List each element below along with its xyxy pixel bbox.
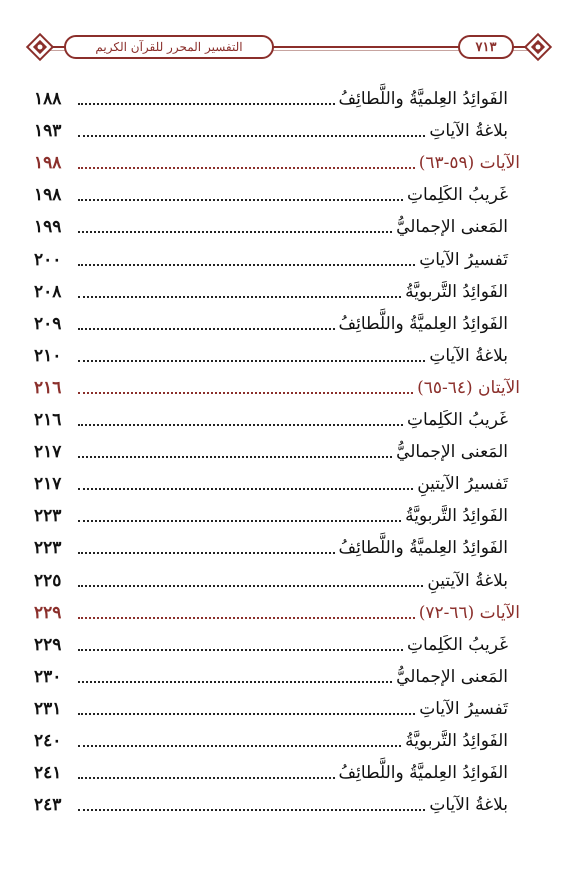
dot-leader [78, 199, 403, 201]
toc-entry-row [34, 471, 520, 497]
toc-entry-row [34, 86, 520, 112]
entry-label: الفَوائِدُ التَّربويَّةُ [405, 281, 508, 302]
entry-page-number: ٢١٦ [34, 410, 62, 430]
entry-label: تَفسيرُ الآياتِ [419, 249, 508, 270]
entry-page-number: ١٩٨ [34, 153, 62, 174]
dot-leader [78, 809, 425, 811]
ornament-right-icon [522, 31, 554, 63]
page-number-frame [458, 35, 514, 59]
toc-entry-row [34, 247, 520, 273]
entry-page-number: ٢٠٩ [34, 313, 62, 334]
entry-page-number: ٢٤٠ [34, 731, 62, 751]
toc-section-row [34, 150, 520, 176]
dot-leader [78, 456, 392, 458]
toc-entry-row [34, 760, 520, 786]
dot-leader [78, 167, 415, 169]
entry-label: غَريبُ الكَلِماتِ [406, 185, 508, 206]
entry-page-number: ٢٤١ [34, 763, 62, 784]
section-heading: الآيات (٥٩-٦٣) [418, 153, 520, 174]
entry-page-number: ٢١٧ [34, 474, 62, 495]
toc-entry-row [34, 279, 520, 305]
dot-leader [78, 649, 403, 651]
entry-page-number: ٢٣١ [34, 698, 62, 719]
entry-label: بلاغةُ الآياتِ [429, 795, 508, 816]
entry-label: تَفسيرُ الآيتينِ [417, 474, 508, 495]
book-title-frame [64, 35, 274, 59]
dot-leader [78, 296, 401, 298]
dot-leader [78, 552, 335, 554]
toc-entry-row [34, 728, 520, 754]
entry-page-number: ٢٢٩ [34, 634, 62, 655]
toc-entry-row [34, 696, 520, 722]
entry-label: الفَوائِدُ العِلميَّةُ واللَّطائِفُ [338, 538, 508, 559]
dot-leader [78, 328, 335, 330]
entry-page-number: ٢٢٣ [34, 506, 62, 527]
entry-label: تَفسيرُ الآياتِ [419, 698, 508, 719]
entry-label: الفَوائِدُ التَّربويَّةُ [405, 506, 508, 527]
toc-entry-row [34, 439, 520, 465]
dot-leader [78, 745, 401, 747]
entry-label: الفَوائِدُ التَّربويَّةُ [405, 731, 508, 751]
entry-page-number: ٢٢٣ [34, 538, 62, 559]
toc-entry-row [34, 343, 520, 369]
dot-leader [78, 264, 415, 266]
dot-leader [78, 681, 392, 683]
entry-label: الفَوائِدُ العِلميَّةُ واللَّطائِفُ [338, 89, 508, 109]
dot-leader [78, 585, 423, 587]
toc-entry-row [34, 118, 520, 144]
entry-page-number: ٢٢٩ [34, 602, 62, 623]
entry-label: المَعنى الإجماليُّ [396, 666, 508, 687]
entry-page-number: ٢١٧ [34, 442, 62, 463]
dot-leader [78, 777, 335, 779]
toc-entry-row [34, 407, 520, 433]
entry-page-number: ١٩٨ [34, 185, 62, 206]
toc-entry-row [34, 311, 520, 337]
section-heading: الآيات (٦٦-٧٢) [418, 602, 520, 623]
dot-leader [78, 424, 403, 426]
toc-section-row [34, 600, 520, 626]
dot-leader [78, 520, 401, 522]
entry-label: المَعنى الإجماليُّ [396, 217, 508, 238]
dot-leader [78, 231, 392, 233]
entry-page-number: ٢٠٨ [34, 281, 62, 302]
entry-label: غَريبُ الكَلِماتِ [406, 634, 508, 655]
entry-label: بلاغةُ الآياتِ [429, 121, 508, 142]
entry-page-number: ٢٢٥ [34, 570, 62, 591]
toc-entry-row [34, 214, 520, 240]
entry-page-number: ٢٠٠ [34, 249, 62, 270]
entry-label: الفَوائِدُ العِلميَّةُ واللَّطائِفُ [338, 763, 508, 784]
page-number: ٧١٣ [475, 39, 497, 55]
toc-entry-row [34, 632, 520, 658]
dot-leader [78, 713, 415, 715]
toc-entry-row [34, 503, 520, 529]
dot-leader [78, 617, 415, 619]
toc-entry-row [34, 535, 520, 561]
dot-leader [78, 488, 413, 490]
dot-leader [78, 135, 425, 137]
toc-entry-row [34, 792, 520, 818]
toc-entry-row [34, 182, 520, 208]
entry-page-number: ١٩٣ [34, 121, 62, 142]
entry-label: الفَوائِدُ العِلميَّةُ واللَّطائِفُ [338, 313, 508, 334]
running-header [24, 30, 554, 64]
ornament-left-icon [24, 31, 56, 63]
entry-page-number: ١٨٨ [34, 89, 62, 109]
toc-section-row [34, 375, 520, 401]
entry-page-number: ٢٣٠ [34, 666, 62, 687]
entry-page-number: ٢٤٣ [34, 795, 62, 816]
entry-label: غَريبُ الكَلِماتِ [406, 410, 508, 430]
toc-entry-row [34, 664, 520, 690]
dot-leader [78, 103, 335, 105]
entry-page-number: ٢١٦ [34, 377, 62, 398]
toc-entry-row [34, 568, 520, 594]
entry-label: بلاغةُ الآيتينِ [427, 570, 508, 591]
entry-label: بلاغةُ الآياتِ [429, 345, 508, 366]
entry-label: المَعنى الإجماليُّ [396, 442, 508, 463]
entry-page-number: ١٩٩ [34, 217, 62, 238]
entry-page-number: ٢١٠ [34, 345, 62, 366]
book-title: التفسير المحرر للقرآن الكريم [95, 40, 243, 54]
dot-leader [78, 392, 413, 394]
section-heading: الآيتان (٦٤-٦٥) [417, 377, 520, 398]
dot-leader [78, 360, 425, 362]
